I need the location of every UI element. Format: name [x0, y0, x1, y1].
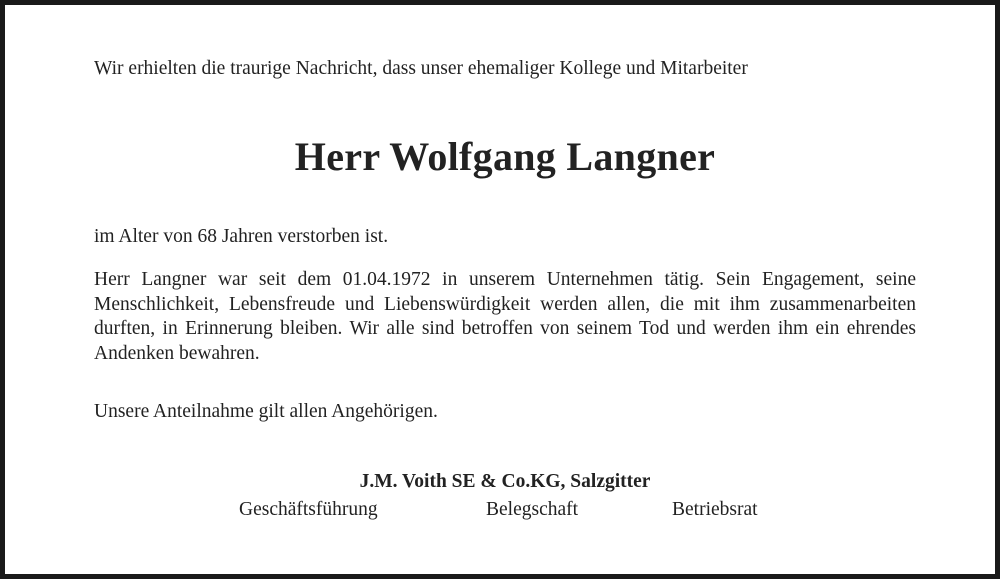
signatory-works-council: Betriebsrat — [672, 499, 758, 520]
deceased-name: Herr Wolfgang Langner — [294, 134, 716, 179]
company-name: J.M. Voith SE & Co.KG, Salzgitter — [359, 471, 651, 492]
intro-text: Wir erhielten die traurige Nachricht, dass unser ehemaliger Kollege und Mitarbeiter — [94, 58, 748, 79]
age-line: im Alter von 68 Jahren verstorben ist. — [94, 226, 389, 247]
signatories-row — [94, 498, 916, 524]
obituary-content — [94, 57, 916, 520]
signatory-management: Geschäftsführung — [239, 499, 378, 520]
tribute-paragraph: Herr Langner war seit dem 01.04.1972 in unserem Unternehmen tätig. Sein Engagement, seine Menschlichkeit, Lebensfreude und Liebenswürdigkeit werden allen, die mit ihm zusammenarbeiten durften, in Erinnerung bleiben. Wir alle sind betroffen von seinem Tod und werden ihm ein ehrendes Andenken bewahren. — [94, 269, 916, 364]
signatory-workforce: Belegschaft — [486, 499, 579, 520]
condolence-text: Unsere Anteilnahme gilt allen Angehörigen. — [94, 401, 438, 422]
